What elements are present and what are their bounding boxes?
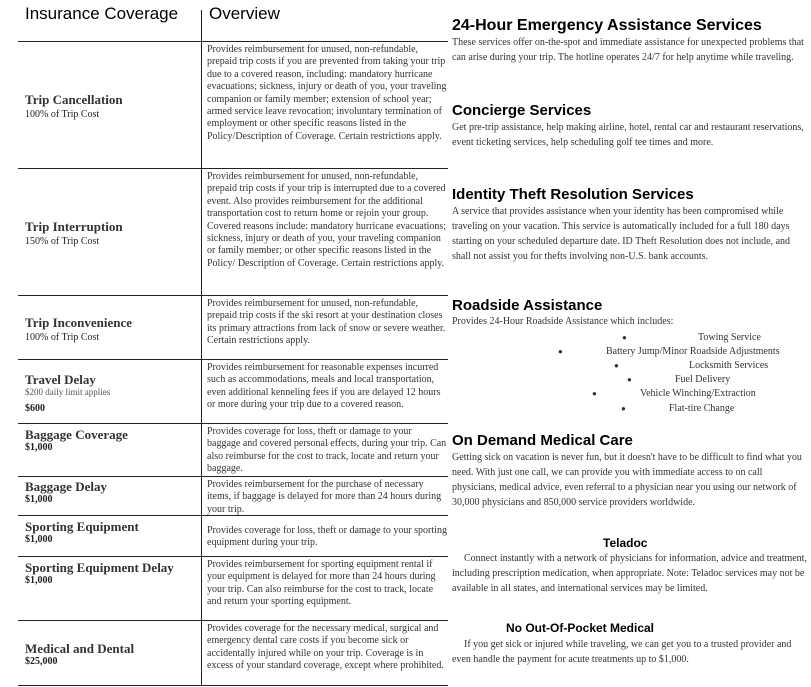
identity-heading: Identity Theft Resolution Services: [452, 186, 694, 203]
identity-text: A service that provides assistance when your identity has been compromised while traveling on your vacation. This service is automatically included for a full 180 days starting on your scheduled departure date. ID Theft Resolution does not include, and shall not assist you for thefts involving non-U.S. bank accounts.: [452, 206, 791, 262]
coverage-name: Sporting Equipment Delay: [25, 560, 174, 575]
row-divider: [18, 685, 448, 686]
list-item: Battery Jump/Minor Roadside Adjustments: [606, 346, 780, 357]
coverage-amount: $1,000: [25, 442, 53, 453]
coverage-description: Provides coverage for loss, theft or damage to your sporting equipment during your trip.: [207, 525, 447, 549]
coverage-name: Sporting Equipment: [25, 519, 139, 534]
row-divider: [18, 556, 448, 557]
coverage-description: Provides reimbursement for unused, non-refundable, prepaid trip costs if your trip is interrupted due to a covered event. Also provides reimbursement for the additional transportation cost to return home or rejoin your group. Covered reasons include: mandatory hurricane evacuations; sickness, injury or death of you, your traveling companion or family member; or other specific reasons listed in the Policy/ Description of Coverage. Certain restrictions apply.: [207, 171, 447, 269]
column-divider: [201, 10, 202, 686]
coverage-amount: 100% of Trip Cost: [25, 109, 100, 120]
list-item: Locksmith Services: [689, 360, 769, 371]
coverage-description: Provides reimbursement for the purchase of necessary items, if baggage is delayed for more than 24 hours during your trip.: [207, 479, 442, 515]
list-item: Fuel Delivery: [675, 374, 731, 385]
list-item: Towing Service: [698, 332, 761, 343]
bullet-icon: ●: [622, 333, 627, 342]
coverage-name: Baggage Coverage: [25, 427, 128, 442]
header-overview: Overview: [209, 4, 280, 23]
teladoc-heading: Teladoc: [603, 536, 648, 550]
coverage-name: Trip Inconvenience: [25, 315, 133, 330]
coverage-amount: $25,000: [25, 656, 58, 667]
ondemand-heading: On Demand Medical Care: [452, 432, 633, 449]
row-divider: [18, 423, 448, 424]
row-divider: [18, 295, 448, 296]
coverage-description: Provides coverage for the necessary medical, surgical and emergency dental care costs if you become sick or accidentally injured while on your trip. Coverage is in excess of your standard coverage, except where prohibited.: [207, 623, 444, 672]
row-divider: [18, 359, 448, 360]
coverage-amount: $1,000: [25, 494, 53, 505]
coverage-name: Trip Interruption: [25, 219, 123, 234]
coverage-name: Baggage Delay: [25, 479, 107, 494]
coverage-amount: $600: [25, 403, 45, 414]
roadside-heading: Roadside Assistance: [452, 297, 603, 314]
emergency-text: These services offer on-the-spot and immediate assistance for unexpected problems that can arise during your trip. The hotline operates 24/7 for help anytime while traveling.: [452, 37, 804, 63]
coverage-description: Provides reimbursement for unused, non-refundable, prepaid trip costs if the ski resort at your destination closes its primary attractions from lack of snow or severe weather. Certain restrictions apply.: [207, 298, 446, 347]
coverage-amount: 150% of Trip Cost: [25, 236, 100, 247]
coverage-amount: 100% of Trip Cost: [25, 332, 100, 343]
bullet-icon: ●: [558, 347, 563, 356]
coverage-description: Provides coverage for loss, theft or damage to your baggage and covered personal effects, during your trip. Can also reimburse for the cost to track, locate and return your baggage.: [207, 426, 447, 475]
coverage-name: Trip Cancellation: [25, 92, 123, 107]
oop-heading: No Out-Of-Pocket Medical: [506, 621, 655, 635]
header-insurance-coverage: Insurance Coverage: [25, 4, 179, 23]
bullet-icon: ●: [592, 389, 597, 398]
bullet-icon: ●: [614, 361, 619, 370]
bullet-icon: ●: [621, 404, 626, 413]
row-divider: [18, 620, 448, 621]
concierge-heading: Concierge Services: [452, 102, 592, 119]
coverage-description: Provides reimbursement for sporting equipment rental if your equipment is delayed for more than 24 hours during your trip. Can also reimburse for the cost to track, locate and return your sporting equipment.: [207, 559, 436, 608]
list-item: Flat-tire Change: [669, 403, 735, 414]
concierge-text: Get pre-trip assistance, help making airline, hotel, rental car and restaurant reservations, event ticketing services, help scheduling golf tee times and more.: [452, 122, 804, 148]
coverage-name: Travel Delay: [25, 372, 96, 387]
coverage-amount: $1,000: [25, 575, 53, 586]
row-divider: [18, 476, 448, 477]
ondemand-text: Getting sick on vacation is never fun, but it doesn't have to be difficult to find what you need. With just one call, we can provide you with immediate access to on call physicians, medical advice, even referral to a physician near you using our network of 30,000 physicians and 850,000 service providers worldwide.: [452, 452, 802, 508]
oop-text: If you get sick or injured while traveling, we can get you to a trusted provider and even handle the payment for acute treatments up to $1,000.: [452, 639, 792, 665]
teladoc-text: Connect instantly with a network of physicians for information, advice and treatment, including prescription medication, when appropriate. Note: Teladoc services may not be available in all states, and international services may be limited.: [452, 553, 807, 594]
coverage-description: Provides reimbursement for reasonable expenses incurred such as accommodations, meals and local transportation, even additional kenneling fees if you are delayed 12 hours or more during your trip due to a covered reason.: [207, 362, 441, 411]
coverage-limit: $200 daily limit applies: [25, 387, 111, 397]
row-divider: [18, 41, 448, 42]
coverage-name: Medical and Dental: [25, 641, 135, 656]
emergency-heading: 24-Hour Emergency Assistance Services: [452, 17, 762, 34]
roadside-intro: Provides 24-Hour Roadside Assistance which includes:: [452, 316, 674, 327]
row-divider: [18, 168, 448, 169]
coverage-amount: $1,000: [25, 534, 53, 545]
coverage-description: Provides reimbursement for unused, non-refundable, prepaid trip costs if you are prevented from taking your trip due to a covered reason, including: mandatory hurricane evacuations; sickness, injury or death of you, your traveling companion or family member; extension of school year; armed service leave revocation; involuntary termination of employment or other specific reasons listed in the Policy/Description of Coverage. Certain restrictions apply.: [207, 44, 447, 142]
bullet-icon: ●: [627, 375, 632, 384]
list-item: Vehicle Winching/Extraction: [640, 388, 756, 399]
